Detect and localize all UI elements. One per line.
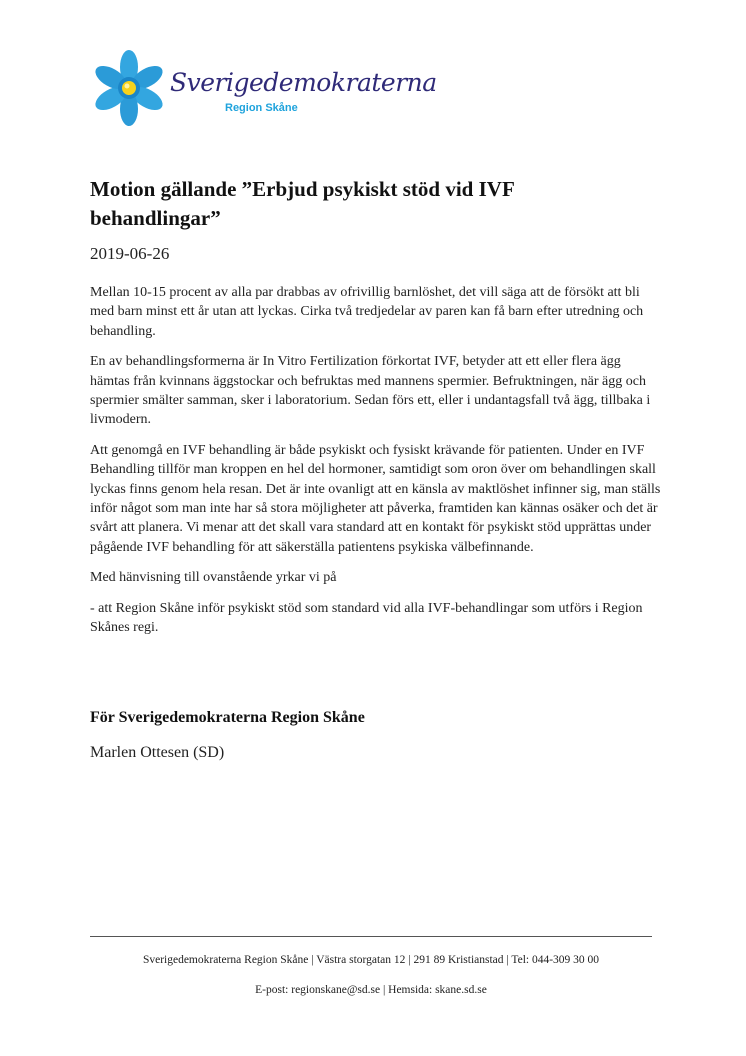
signature-organization: För Sverigedemokraterna Region Skåne xyxy=(90,709,365,726)
footer-contact: E-post: regionskane@sd.se | Hemsida: skane.sd.se xyxy=(255,984,487,996)
logo-wordmark: Sverigedemokraterna xyxy=(170,68,437,97)
body-paragraph: Med hänvisning till ovanstående yrkar vi på xyxy=(90,570,337,586)
blue-anemone-flower-icon xyxy=(92,50,172,130)
logo-subtitle: Region Skåne xyxy=(225,102,298,114)
body-paragraph: - att Region Skåne inför psykiskt stöd som standard vid alla IVF-behandlingar som utförs i Region Skånes regi. xyxy=(90,600,643,636)
party-logo xyxy=(92,50,437,130)
document-body xyxy=(90,283,662,649)
footer-divider xyxy=(90,936,652,937)
document-date: 2019-06-26 xyxy=(90,244,170,263)
body-paragraph: Att genomgå en IVF behandling är både psykiskt och fysiskt krävande för patienten. Under en IVF Behandling tillför man kroppen en hel del hormoner, samtidigt som oron över om behandlingen skall lyckas finns genom hela resan. Det är inte ovanligt att en känsla av maktlöshet infinner sig, man ställs inför något som man inte har så stora möjligheter att påverka, framtiden kan kännas osäker och det är svårt att planera. Vi menar att det skall vara standard att en kontakt för psykiskt stöd upprättas under pågående IVF behandling för att säkerställa patientens psykiska välbefinnande. xyxy=(90,442,661,555)
body-paragraph: En av behandlingsformerna är In Vitro Fertilization förkortat IVF, betyder att ett eller flera ägg hämtas från kvinnans äggstockar och befruktas med mannens spermier. Befruktningen, när ägg och spermier smälter samman, sker i laboratorium. Sedan förs ett, eller i undantagsfall två ägg, tillbaka i livmodern. xyxy=(90,354,651,428)
footer-address: Sverigedemokraterna Region Skåne | Västra storgatan 12 | 291 89 Kristianstad | Tel: 044-309 30 00 xyxy=(142,954,600,966)
body-paragraph: Mellan 10-15 procent av alla par drabbas av ofrivillig barnlöshet, det vill säga att de försökt att bli med barn minst ett år utan att lyckas. Cirka två tredjedelar av paren kan få barn efter utredning och behandling. xyxy=(90,285,644,339)
signature-name: Marlen Ottesen (SD) xyxy=(90,744,225,761)
document-title: Motion gällande ”Erbjud psykiskt stöd vid IVF behandlingar” xyxy=(90,177,514,230)
